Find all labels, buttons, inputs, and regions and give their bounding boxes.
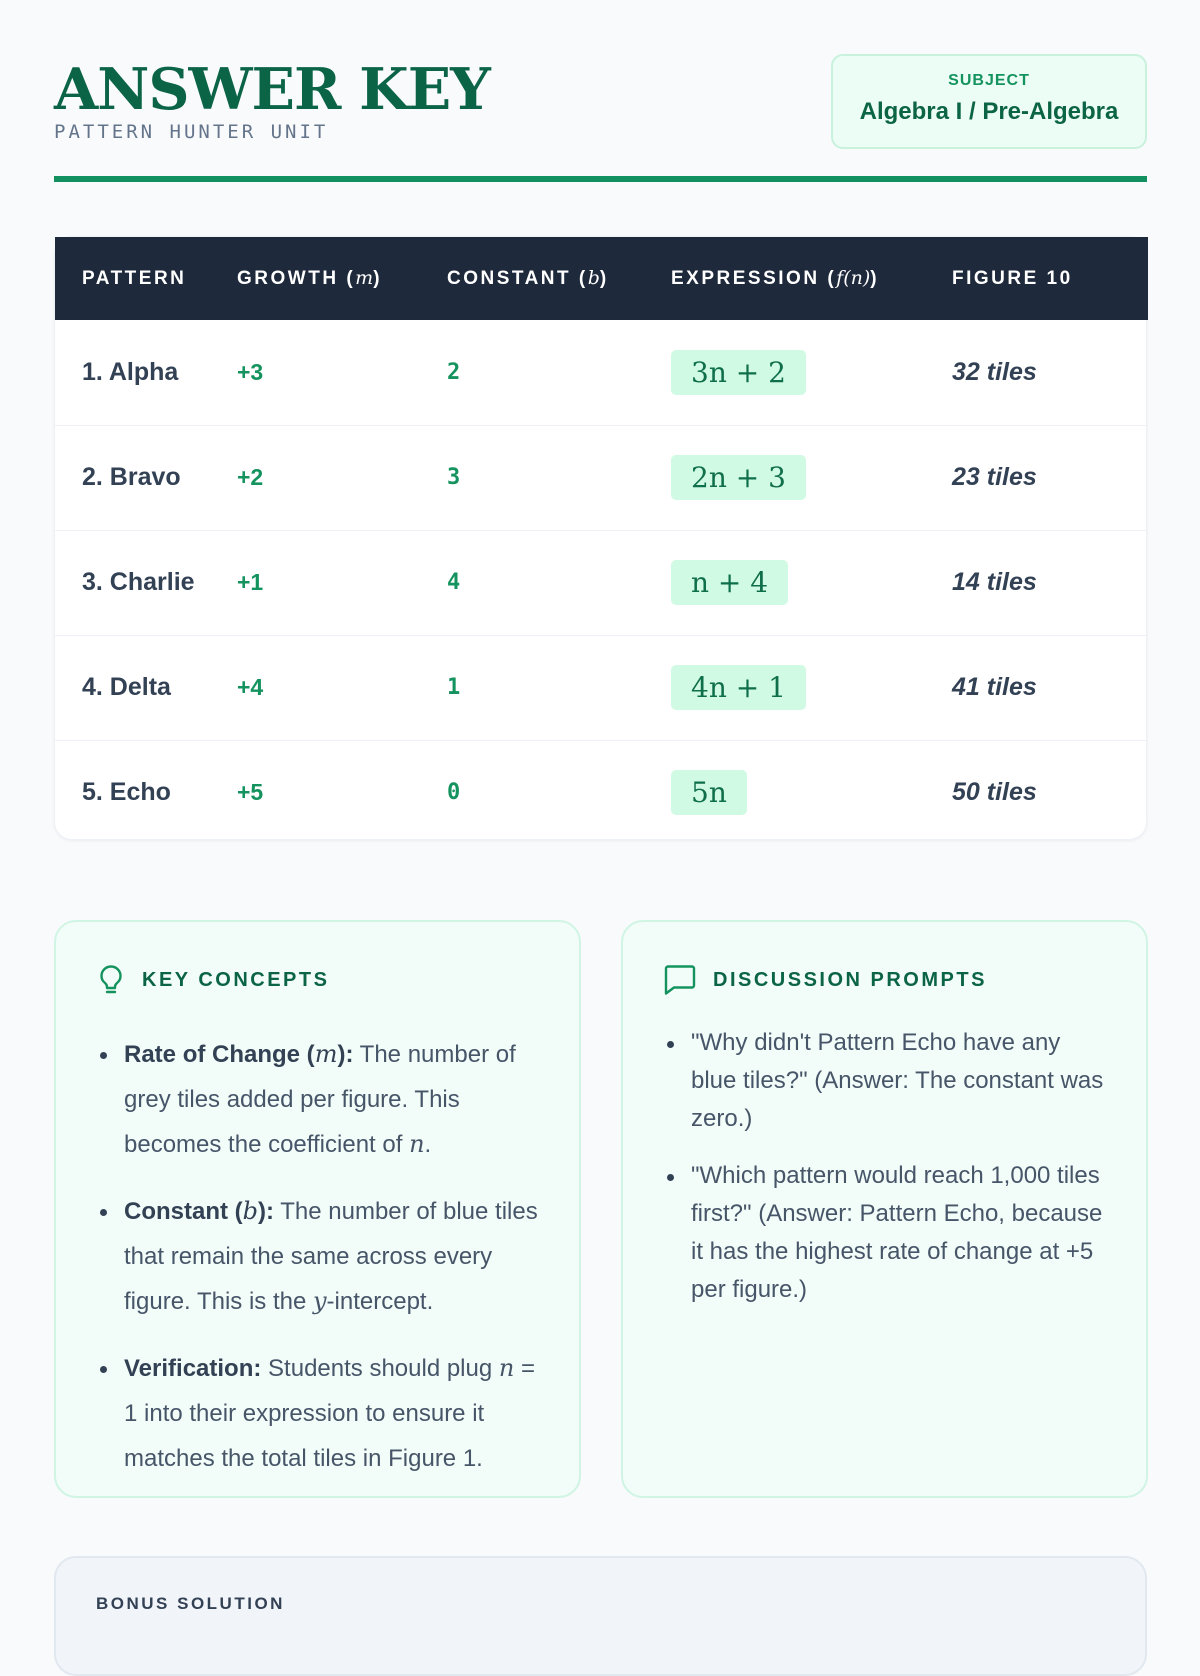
expression-pill: 3n + 2 xyxy=(671,350,806,395)
key-concepts-title: KEY CONCEPTS xyxy=(142,968,330,991)
expression-pill: n + 4 xyxy=(671,560,788,605)
growth-value: +4 xyxy=(237,674,264,700)
subject-badge xyxy=(831,54,1147,149)
figure-10-value: 14 tiles xyxy=(952,568,1037,596)
pattern-name: 1. Alpha xyxy=(82,357,179,386)
answer-key-page xyxy=(54,0,1147,1613)
growth-value: +2 xyxy=(237,464,264,490)
expression-pill: 4n + 1 xyxy=(671,665,806,710)
list-item: Verification: Students should plug n = 1 into their expression to ensure it matches the total tiles in Figure 1. xyxy=(98,1346,539,1481)
constant-value: 1 xyxy=(447,675,461,700)
figure-10-value: 32 tiles xyxy=(952,357,1037,386)
subject-value: Algebra I / Pre-Algebra xyxy=(859,98,1119,125)
expression-pill: 2n + 3 xyxy=(671,455,806,500)
discussion-prompts-list xyxy=(665,1024,1106,1328)
table-header-row xyxy=(55,237,1148,320)
growth-value: +3 xyxy=(237,358,264,385)
table-row xyxy=(55,530,1148,635)
key-concepts-list xyxy=(98,1032,539,1503)
discussion-prompts-card xyxy=(621,920,1148,1498)
page-header xyxy=(54,0,1147,182)
constant-value: 0 xyxy=(447,780,461,806)
speech-bubble-icon xyxy=(663,964,697,996)
list-item: Constant (b): The number of blue tiles that remain the same across every figure. This is the y-intercept. xyxy=(98,1189,539,1324)
answer-table-card xyxy=(54,236,1147,840)
discussion-prompts-header xyxy=(663,964,987,996)
list-item: "Which pattern would reach 1,000 tiles first?" (Answer: Pattern Echo, because it has the highest rate of change at +5 per figure.) xyxy=(665,1157,1106,1309)
constant-value: 2 xyxy=(447,359,461,385)
page-subtitle: PATTERN HUNTER UNIT xyxy=(54,121,329,143)
expression-pill: 5n xyxy=(671,770,747,815)
figure-10-value: 50 tiles xyxy=(952,778,1037,807)
answer-table xyxy=(55,237,1148,845)
list-item: Rate of Change (m): The number of grey tiles added per figure. This becomes the coefficient of n. xyxy=(98,1032,539,1167)
table-row xyxy=(55,635,1148,740)
header-constant: CONSTANT (b) xyxy=(447,267,609,289)
header-figure-10: FIGURE 10 xyxy=(952,267,1073,289)
figure-10-value: 23 tiles xyxy=(952,463,1037,491)
header-growth: GROWTH (m) xyxy=(237,267,383,289)
table-row xyxy=(55,320,1148,425)
figure-10-value: 41 tiles xyxy=(952,673,1037,701)
header-pattern: PATTERN xyxy=(82,267,187,289)
subject-label: SUBJECT xyxy=(948,72,1030,89)
pattern-name: 2. Bravo xyxy=(82,463,181,491)
constant-value: 4 xyxy=(447,570,461,595)
bonus-solution-label: BONUS SOLUTION xyxy=(96,1594,285,1613)
discussion-prompts-title: DISCUSSION PROMPTS xyxy=(713,968,987,991)
growth-value: +1 xyxy=(237,569,264,595)
key-concepts-header xyxy=(96,964,329,996)
lightbulb-icon xyxy=(96,964,126,996)
header-expression: EXPRESSION (f(n)) xyxy=(671,267,880,289)
key-concepts-card xyxy=(54,920,581,1498)
table-row xyxy=(55,740,1148,845)
page-title: ANSWER KEY xyxy=(54,56,490,123)
growth-value: +5 xyxy=(237,779,264,806)
bonus-solution-card xyxy=(54,1556,1147,1676)
list-item: "Why didn't Pattern Echo have any blue tiles?" (Answer: The constant was zero.) xyxy=(665,1024,1106,1138)
constant-value: 3 xyxy=(447,465,461,490)
pattern-name: 4. Delta xyxy=(82,673,171,701)
table-row xyxy=(55,425,1148,530)
pattern-name: 3. Charlie xyxy=(82,568,195,596)
pattern-name: 5. Echo xyxy=(82,778,171,807)
